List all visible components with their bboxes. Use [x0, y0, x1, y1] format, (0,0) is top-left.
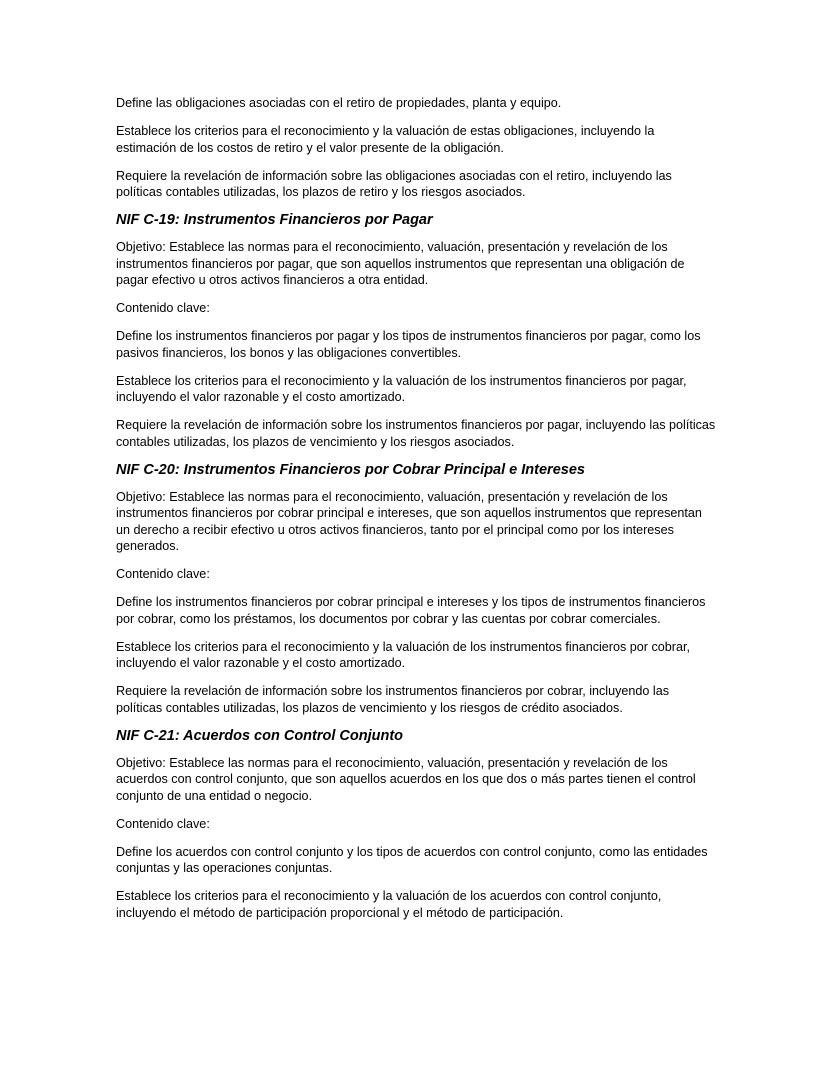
section-heading: NIF C-20: Instrumentos Financieros por Cobrar Principal e Intereses — [116, 461, 585, 478]
intro-paragraph: Requiere la revelación de información sobre las obligaciones asociadas con el retiro, incluyendo las políticas contables utilizadas, los plazos de retiro y los riesgos asociados. — [116, 168, 672, 199]
section-objective: Objetivo: Establece las normas para el reconocimiento, valuación, presentación y revelación de los acuerdos con control conjunto, que son aquellos acuerdos en los que dos o más partes tienen el control conjunto de una entidad o negocio. — [116, 755, 696, 803]
section-objective: Objetivo: Establece las normas para el reconocimiento, valuación, presentación y revelación de los instrumentos financieros por pagar, que son aquellos instrumentos que representan una obligación de pagar efectivo u otros activos financieros a otra entidad. — [116, 240, 685, 287]
key-content-label: Contenido clave: — [116, 301, 210, 315]
document-page — [116, 95, 716, 933]
key-content-item: Establece los criterios para el reconocimiento y la valuación de los instrumentos financieros por cobrar, incluyendo el valor razonable y el costo amortizado. — [116, 639, 690, 670]
intro-paragraph: Define las obligaciones asociadas con el retiro de propiedades, planta y equipo. — [116, 96, 562, 110]
intro-paragraph: Establece los criterios para el reconocimiento y la valuación de estas obligaciones, incluyendo la estimación de los costos de retiro y el valor presente de la obligación. — [116, 124, 655, 155]
section-heading: NIF C-21: Acuerdos con Control Conjunto — [116, 727, 404, 744]
key-content-item: Requiere la revelación de información sobre los instrumentos financieros por pagar, incluyendo las políticas contables utilizadas, los plazos de vencimiento y los riesgos asociados. — [116, 418, 716, 449]
key-content-item: Define los instrumentos financieros por pagar y los tipos de instrumentos financieros por pagar, como los pasivos financieros, los bonos y las obligaciones convertibles. — [116, 329, 701, 360]
section-nif-c19 — [116, 212, 716, 450]
section-nif-c21 — [116, 728, 716, 922]
key-content-item: Requiere la revelación de información sobre los instrumentos financieros por cobrar, incluyendo las políticas contables utilizadas, los plazos de vencimiento y los riesgos de crédito asociados. — [116, 684, 670, 715]
key-content-label: Contenido clave: — [116, 816, 210, 831]
section-objective: Objetivo: Establece las normas para el reconocimiento, valuación, presentación y revelación de los instrumentos financieros por cobrar principal e intereses, que son aquellos instrumentos que representan un derecho a recibir efectivo u otros activos financieros, tanto por el principal como por los intereses generados. — [116, 489, 702, 553]
section-heading: NIF C-19: Instrumentos Financieros por Pagar — [116, 212, 433, 228]
key-content-label: Contenido clave: — [116, 567, 210, 581]
section-nif-c20 — [116, 462, 716, 717]
key-content-item: Define los instrumentos financieros por cobrar principal e intereses y los tipos de instrumentos financieros por cobrar, como los préstamos, los documentos por cobrar y las cuentas por cobrar comerciales. — [116, 595, 706, 626]
key-content-item: Establece los criterios para el reconocimiento y la valuación de los acuerdos con control conjunto, incluyendo el método de participación proporcional y el método de participación. — [116, 889, 662, 920]
key-content-item: Establece los criterios para el reconocimiento y la valuación de los instrumentos financieros por pagar, incluyendo el valor razonable y el costo amortizado. — [116, 373, 687, 404]
key-content-item: Define los acuerdos con control conjunto y los tipos de acuerdos con control conjunto, como las entidades conjuntas y las operaciones conjuntas. — [116, 844, 708, 875]
